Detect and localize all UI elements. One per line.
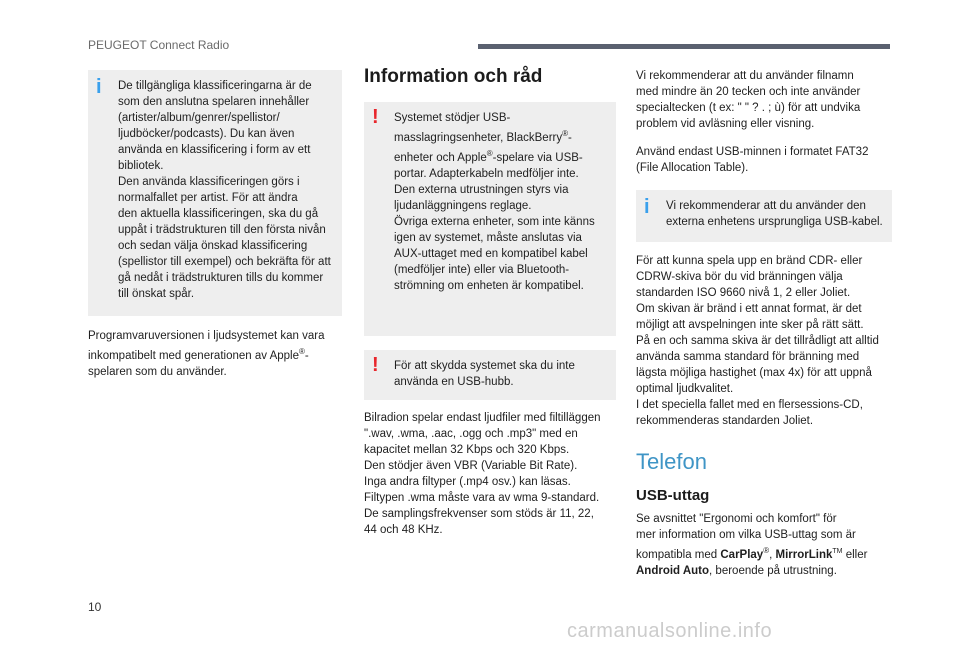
warning-box-text xyxy=(394,110,608,294)
info-icon: i xyxy=(644,196,650,218)
paragraph-filenames xyxy=(636,68,892,132)
warning-box-usb-hub xyxy=(364,350,616,400)
column-3 xyxy=(636,68,892,579)
text-line: Övriga externa enheter, som inte känns xyxy=(394,215,595,228)
info-box-text xyxy=(666,198,884,230)
text-line xyxy=(88,344,342,364)
text-line: optimal ljudkvalitet. xyxy=(636,383,734,395)
text-line: spelaren som du använder. xyxy=(88,365,227,378)
text-line: Den stödjer även VBR (Variable Bit Rate). xyxy=(364,459,578,472)
text-line: De tillgängliga klassificeringarna är de xyxy=(118,80,312,92)
text-line: uppåt i trädstrukturen till den första nivån xyxy=(118,224,326,236)
text-span: enheter och Apple xyxy=(394,151,487,164)
text-line: Programvaruversionen i ljudsystemet kan vara xyxy=(88,330,325,342)
text-line: (spellistor till exempel) och bekräfta för att xyxy=(118,256,331,268)
column-2 xyxy=(364,66,616,538)
text-line: Om skivan är bränd i ett annat format, är det xyxy=(636,303,862,315)
text-line: ljudanläggningens reglage. xyxy=(394,199,532,212)
text-line: rekommenderas standarden Joliet. xyxy=(636,415,814,427)
text-line: standarden ISO 9660 nivå 1, 2 eller Joliet. xyxy=(636,287,851,299)
text-line: Systemet stödjer USB- xyxy=(394,112,511,124)
android-auto-label: Android Auto xyxy=(636,564,710,577)
section-heading-telefon: Telefon xyxy=(636,449,707,474)
subheading-usb-uttag: USB-uttag xyxy=(636,487,710,504)
text-line: specialtecken (t ex: " " ? . ; ù) för att undvika xyxy=(636,102,861,114)
text-line: ".wav, .wma, .aac, .ogg och .mp3" med en xyxy=(364,427,578,440)
text-span: masslagringsenheter, BlackBerry xyxy=(394,131,563,144)
text-line: För att kunna spela upp en bränd CDR- eller xyxy=(636,255,863,267)
text-line: (artister/album/genrer/spellistor/ xyxy=(118,112,280,124)
text-line: För att skydda systemet ska du inte xyxy=(394,359,575,372)
text-line: Den externa utrustningen styrs via xyxy=(394,183,569,196)
text-line: CDRW-skiva bör du vid bränningen välja xyxy=(636,271,843,283)
text-line xyxy=(636,563,892,579)
text-line: som den anslutna spelaren innehåller xyxy=(118,96,310,108)
text-line: 44 och 48 KHz. xyxy=(364,523,443,536)
section-heading: Information och råd xyxy=(364,66,543,87)
text-line xyxy=(394,126,608,146)
watermark-text: carmanualsonline.info xyxy=(567,620,773,642)
text-span: , beroende på utrustning. xyxy=(709,564,837,577)
text-span: , xyxy=(769,548,776,561)
registered-mark: ® xyxy=(486,148,493,158)
text-line: Filtypen .wma måste vara av wma 9-standard. xyxy=(364,491,600,504)
warning-box-text xyxy=(394,358,608,390)
text-line: bibliotek. xyxy=(118,160,164,172)
text-span: kompatibla med xyxy=(636,548,721,561)
info-box-text xyxy=(118,78,334,302)
text-line: med mindre än 20 tecken och inte använder xyxy=(636,86,861,98)
carplay-label: CarPlay xyxy=(720,548,764,561)
text-line: Använd endast USB-minnen i formatet FAT32 xyxy=(636,146,869,158)
text-line: I det speciella fallet med en flersessions-CD, xyxy=(636,399,863,411)
text-line: kapacitet mellan 32 Kbps och 320 Kbps. xyxy=(364,443,570,456)
text-line: problem vid avläsning eller visning. xyxy=(636,118,815,130)
text-line: igen av systemet, måste anslutas via xyxy=(394,231,582,244)
text-line: Vi rekommenderar att du använder den xyxy=(666,200,866,212)
text-line: (medföljer inte) eller via Bluetooth- xyxy=(394,263,570,276)
text-span: - xyxy=(304,349,309,362)
registered-mark: ® xyxy=(763,546,770,555)
text-line: ljudböcker/podcasts). Du kan även xyxy=(118,128,295,140)
info-box-usb-cable xyxy=(636,190,892,242)
text-line: gå nedåt i trädstrukturen tills du kommer xyxy=(118,272,324,284)
text-span: - xyxy=(568,131,572,144)
paragraph-software-version xyxy=(88,328,342,380)
registered-mark: ® xyxy=(298,347,305,356)
text-line: Bilradion spelar endast ljudfiler med filtilläggen xyxy=(364,411,601,424)
text-line: använda en klassificering i form av ett xyxy=(118,144,311,156)
text-line: portar. Adapterkabeln medföljer inte. xyxy=(394,167,579,180)
text-line xyxy=(394,146,608,166)
text-line: lägsta möjliga hastighet (max 4x) för att uppnå xyxy=(636,367,872,379)
text-span: inkompatibelt med generationen av Apple xyxy=(88,349,299,362)
warning-box-usb-support xyxy=(364,102,616,336)
text-line: till önskat spår. xyxy=(118,288,195,300)
trademark-mark: TM xyxy=(832,548,843,555)
text-span: -spelare via USB- xyxy=(492,151,583,164)
info-box-classification xyxy=(88,70,342,316)
text-line: Se avsnittet "Ergonomi och komfort" för xyxy=(636,513,837,525)
mirrorlink-label: MirrorLink xyxy=(775,548,833,561)
text-line: mer information om vilka USB-uttag som är xyxy=(636,529,856,541)
warning-icon: ! xyxy=(372,353,379,376)
column-1 xyxy=(88,70,342,380)
text-line: och sedan välja önskad klassificering xyxy=(118,240,308,252)
text-line: Inga andra filtyper (.mp4 osv.) kan läsas. xyxy=(364,475,571,488)
text-line: använda samma standard för bränning med xyxy=(636,351,860,363)
header-bar xyxy=(478,44,890,49)
text-line: den aktuella klassificeringen, ska du gå xyxy=(118,208,319,220)
text-line: (File Allocation Table). xyxy=(636,162,749,174)
text-line: Vi rekommenderar att du använder filnamn xyxy=(636,70,854,82)
paragraph-file-formats xyxy=(364,410,616,538)
text-line: möjligt att avspelningen inte sker på rätt sätt. xyxy=(636,319,864,331)
text-line: Den använda klassificeringen görs i xyxy=(118,176,300,188)
paragraph-fat32 xyxy=(636,144,892,176)
paragraph-cd-burning xyxy=(636,253,892,429)
text-span: eller xyxy=(842,548,868,561)
text-line: De samplingsfrekvenser som stöds är 11, 22, xyxy=(364,507,594,520)
registered-mark: ® xyxy=(562,129,569,138)
text-line: AUX-uttaget med en kompatibel kabel xyxy=(394,247,588,260)
page-number: 10 xyxy=(88,600,102,614)
text-line: använda en USB-hubb. xyxy=(394,375,514,388)
text-line: normalfallet per artist. För att ändra xyxy=(118,192,298,204)
page-header-title: PEUGEOT Connect Radio xyxy=(88,38,230,52)
paragraph-usb-ports xyxy=(636,511,892,579)
text-line: strömning om enheten är kompatibel. xyxy=(394,279,584,292)
text-line: externa enhetens ursprungliga USB-kabel. xyxy=(666,216,883,228)
text-line: På en och samma skiva är det tillrådligt att alltid xyxy=(636,335,879,347)
text-line xyxy=(636,543,892,563)
info-icon: i xyxy=(96,76,102,98)
warning-icon: ! xyxy=(372,106,379,128)
